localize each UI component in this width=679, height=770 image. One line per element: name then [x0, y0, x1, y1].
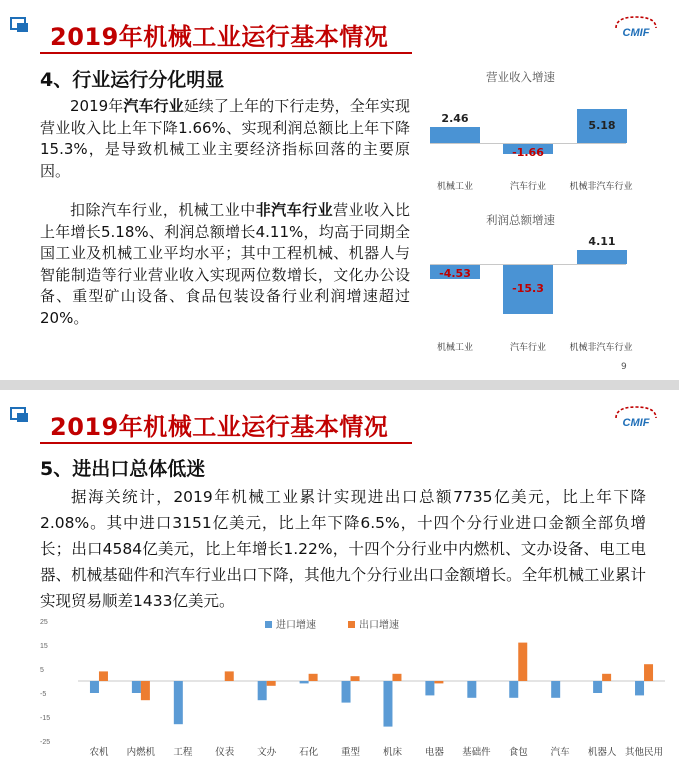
- export-bar: [434, 681, 443, 683]
- category-label: 机械工业: [436, 343, 473, 353]
- import-bar: [593, 681, 602, 693]
- category-label: 基础件: [462, 747, 491, 758]
- import-bar: [90, 681, 99, 693]
- legend-import-label: 进口增速: [276, 620, 316, 631]
- category-label: 机器人: [587, 747, 617, 758]
- value-label: -4.53: [439, 267, 471, 280]
- export-bar: [392, 674, 401, 681]
- slide-marker-icon: [10, 17, 30, 33]
- paragraph-non-auto-industry: 扣除汽车行业，机械工业中非汽车行业营业收入比上年增长5.18%、利润总额增长4.11%，均高于同期全国工业及机械工业平均水平；其中工程机械、机器人与智能制造等行业营业收入实现两位数增长，文化办公设备、重型矿山设备、食品包装设备行业利润增速超过20%。: [40, 201, 410, 327]
- cmif-logo-text: CMIF: [622, 27, 650, 39]
- value-label: -1.66: [512, 146, 544, 159]
- category-label: 机床: [382, 747, 402, 758]
- category-label: 电器: [424, 747, 444, 758]
- export-bar: [267, 681, 276, 686]
- import-bar: [467, 681, 476, 698]
- y-tick-label: -15: [40, 715, 51, 722]
- value-label: -15.3: [512, 282, 544, 296]
- import-bar: [383, 681, 392, 727]
- category-label: 食包: [508, 747, 528, 758]
- legend-export-label: 出口增速: [359, 620, 399, 631]
- export-bar: [225, 671, 234, 681]
- import-bar: [132, 681, 141, 693]
- category-label: 机械非汽车行业: [569, 182, 633, 192]
- export-bar: [309, 674, 318, 681]
- cmif-logo: [610, 14, 662, 40]
- import-bar: [509, 681, 518, 698]
- category-label: 汽车行业: [509, 343, 546, 353]
- value-label: 5.18: [588, 119, 616, 133]
- paragraph-trade-summary: 据海关统计，2019年机械工业累计实现进出口总额7735亿美元，比上年下降2.08%。其中进口3151亿美元，比上年下降6.5%，十四个分行业进口金额全部负增长；出口4584亿美元，比上年增长1.22%，十四个分行业中内燃机、文办设备、电工电器、机械基础件和汽车行业出口下降，其他九个分行业出口金额增长。全年机械工业累计实现贸易顺差1433亿美元。: [40, 488, 646, 610]
- y-tick-label: -5: [40, 691, 47, 698]
- export-bar: [602, 674, 611, 681]
- slide-industry-divergence: [0, 0, 679, 380]
- bar-non-auto: [577, 250, 627, 264]
- export-bar: [99, 671, 108, 681]
- import-bar: [300, 681, 309, 683]
- export-bar: [518, 643, 527, 681]
- import-bar: [635, 681, 644, 695]
- category-label: 工程: [173, 747, 193, 758]
- category-label: 汽车行业: [509, 182, 546, 192]
- y-tick-label: 5: [40, 667, 44, 674]
- import-bar: [425, 681, 434, 695]
- import-bar: [342, 681, 351, 703]
- title-underline: [40, 52, 412, 54]
- import-bar: [551, 681, 560, 698]
- slide-title: 2019年机械工业运行基本情况: [50, 413, 389, 441]
- category-label: 机械工业: [436, 182, 473, 192]
- y-tick-label: -25: [40, 739, 51, 746]
- value-label: 2.46: [441, 112, 469, 125]
- category-label: 汽车: [550, 747, 570, 758]
- value-label: 4.11: [588, 235, 616, 249]
- x-axis: [430, 264, 626, 265]
- section-heading: 5、进出口总体低迷: [40, 458, 206, 480]
- category-label: 重型: [341, 747, 361, 758]
- page-number: 9: [621, 362, 627, 372]
- section-heading: 4、行业运行分化明显: [40, 69, 225, 91]
- chart-title: 利润总额增速: [486, 213, 555, 227]
- export-bar: [644, 664, 653, 681]
- chart-title: 营业收入增速: [486, 70, 555, 84]
- export-bar: [351, 676, 360, 681]
- slide-title: 2019年机械工业运行基本情况: [50, 23, 389, 51]
- slide-marker-icon: [10, 407, 30, 423]
- y-tick-label: 15: [40, 643, 48, 650]
- y-tick-label: 25: [40, 619, 48, 626]
- cmif-logo-text: CMIF: [622, 417, 650, 429]
- trade-growth-chart: [40, 615, 665, 763]
- category-label: 其他民用: [625, 747, 664, 758]
- import-bar: [174, 681, 183, 724]
- title-underline: [40, 442, 412, 444]
- export-bar: [141, 681, 150, 700]
- bar-machinery: [430, 127, 480, 143]
- category-label: 机械非汽车行业: [569, 343, 633, 353]
- cmif-logo: [610, 404, 662, 430]
- category-label: 仪表: [215, 747, 235, 758]
- import-bar: [258, 681, 267, 700]
- category-label: 农机: [89, 747, 109, 758]
- category-label: 内燃机: [126, 747, 156, 758]
- slide-import-export: [0, 390, 679, 770]
- category-label: 石化: [299, 747, 319, 758]
- paragraph-auto-industry: 2019年汽车行业延续了上年的下行走势，全年实现营业收入比上年下降1.66%、实现利润总额比上年下降15.3%，是导致机械工业主要经济指标回落的主要原因。: [40, 97, 410, 180]
- category-label: 文办: [257, 747, 277, 758]
- legend-import-swatch: [265, 621, 272, 628]
- x-axis: [430, 143, 626, 144]
- legend-export-swatch: [348, 621, 355, 628]
